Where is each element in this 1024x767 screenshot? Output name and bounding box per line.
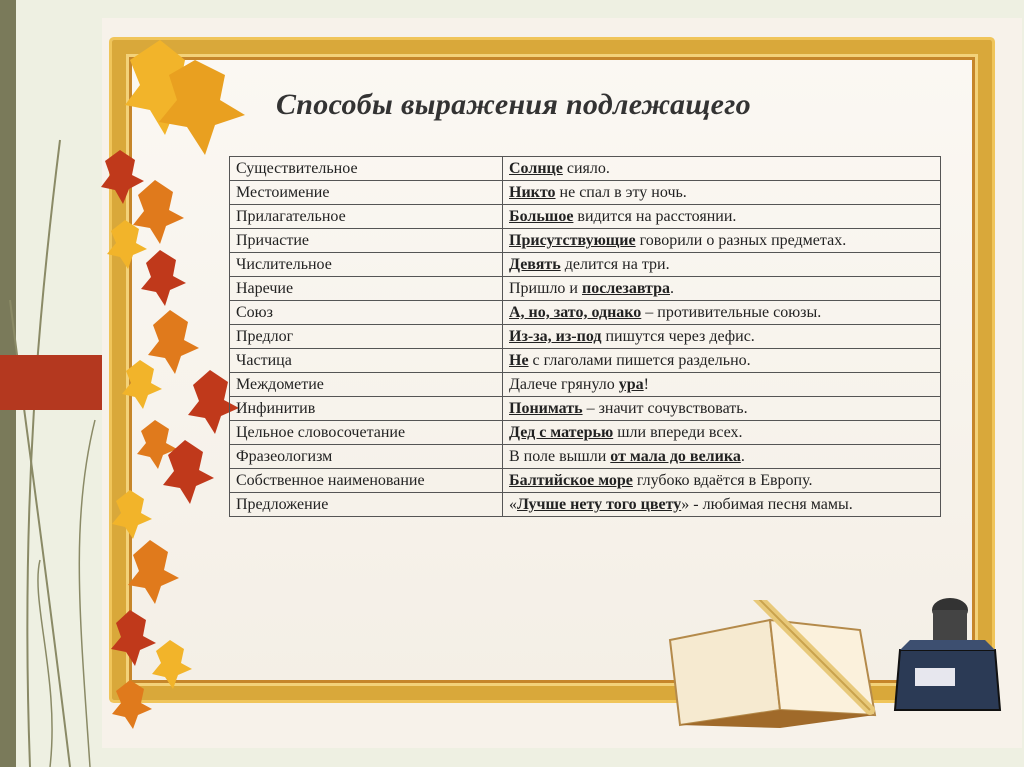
subject-highlight: А, но, зато, однако	[509, 304, 642, 321]
example-text: – значит сочувствовать.	[582, 400, 748, 417]
example-text: делится на три.	[560, 256, 670, 273]
table-row	[230, 397, 941, 421]
example-cell	[503, 373, 941, 397]
subject-highlight: Девять	[509, 256, 561, 273]
term-cell: Междометие	[230, 373, 503, 397]
example-cell	[503, 349, 941, 373]
example-text: » - любимая песня мамы.	[681, 496, 853, 513]
example-text: сияло.	[562, 160, 610, 177]
example-cell	[503, 253, 941, 277]
table-row	[230, 277, 941, 301]
example-text: – противительные союзы.	[641, 304, 822, 321]
example-cell	[503, 301, 941, 325]
table-row	[230, 493, 941, 517]
open-book-illustration	[660, 600, 890, 730]
example-cell	[503, 325, 941, 349]
term-cell: Причастие	[230, 229, 503, 253]
example-cell	[503, 205, 941, 229]
example-text: «	[509, 496, 517, 513]
term-cell: Существительное	[230, 157, 503, 181]
example-text: !	[643, 376, 649, 393]
example-cell	[503, 493, 941, 517]
table-row	[230, 253, 941, 277]
example-cell	[503, 397, 941, 421]
example-cell	[503, 157, 941, 181]
example-text: говорили о разных предметах.	[635, 232, 847, 249]
subject-highlight: Не	[509, 352, 529, 369]
subject-highlight: Присутствующие	[509, 232, 636, 249]
term-cell: Предлог	[230, 325, 503, 349]
table-row	[230, 301, 941, 325]
example-cell	[503, 445, 941, 469]
page-title: Способы выражения подлежащего	[276, 88, 751, 121]
subject-highlight: Понимать	[509, 400, 583, 417]
table-row	[230, 349, 941, 373]
table-row	[230, 445, 941, 469]
subject-expression-table	[229, 156, 941, 517]
table-row	[230, 205, 941, 229]
table-row	[230, 421, 941, 445]
subject-highlight: Из-за, из-под	[509, 328, 602, 345]
term-cell: Цельное словосочетание	[230, 421, 503, 445]
example-text: .	[670, 280, 675, 297]
accent-tab	[0, 355, 102, 410]
example-cell	[503, 277, 941, 301]
example-cell	[503, 229, 941, 253]
table-row	[230, 373, 941, 397]
example-text: В поле вышли	[509, 448, 611, 465]
term-cell: Частица	[230, 349, 503, 373]
example-text: с глаголами пишется раздельно.	[528, 352, 751, 369]
term-cell: Союз	[230, 301, 503, 325]
inkwell-illustration	[885, 580, 1005, 730]
subject-highlight: Балтийское море	[509, 472, 633, 489]
term-cell: Прилагательное	[230, 205, 503, 229]
example-text: шли впереди всех.	[613, 424, 743, 441]
table-row	[230, 181, 941, 205]
example-text: Пришло и	[509, 280, 582, 297]
term-cell: Собственное наименование	[230, 469, 503, 493]
subject-highlight: от мала до велика	[610, 448, 741, 465]
example-text: .	[740, 448, 745, 465]
example-cell	[503, 421, 941, 445]
subject-highlight: ура	[618, 376, 644, 393]
term-cell: Инфинитив	[230, 397, 503, 421]
subject-highlight: Солнце	[509, 160, 563, 177]
term-cell: Наречие	[230, 277, 503, 301]
table-row	[230, 157, 941, 181]
term-cell: Местоимение	[230, 181, 503, 205]
subject-highlight: Никто	[509, 184, 556, 201]
table-row	[230, 325, 941, 349]
example-text: не спал в эту ночь.	[555, 184, 687, 201]
term-cell: Фразеологизм	[230, 445, 503, 469]
example-text: глубоко вдаётся в Европу.	[632, 472, 813, 489]
table-row	[230, 229, 941, 253]
subject-highlight: послезавтра	[581, 280, 671, 297]
subject-highlight: Лучше нету того цвету	[517, 496, 682, 513]
example-cell	[503, 181, 941, 205]
table-row	[230, 469, 941, 493]
example-text: видится на расстоянии.	[573, 208, 737, 225]
example-cell	[503, 469, 941, 493]
subject-highlight: Дед с матерью	[509, 424, 614, 441]
term-cell: Числительное	[230, 253, 503, 277]
subject-highlight: Большое	[509, 208, 574, 225]
example-text: пишутся через дефис.	[601, 328, 755, 345]
example-text: Далече грянуло	[509, 376, 619, 393]
term-cell: Предложение	[230, 493, 503, 517]
